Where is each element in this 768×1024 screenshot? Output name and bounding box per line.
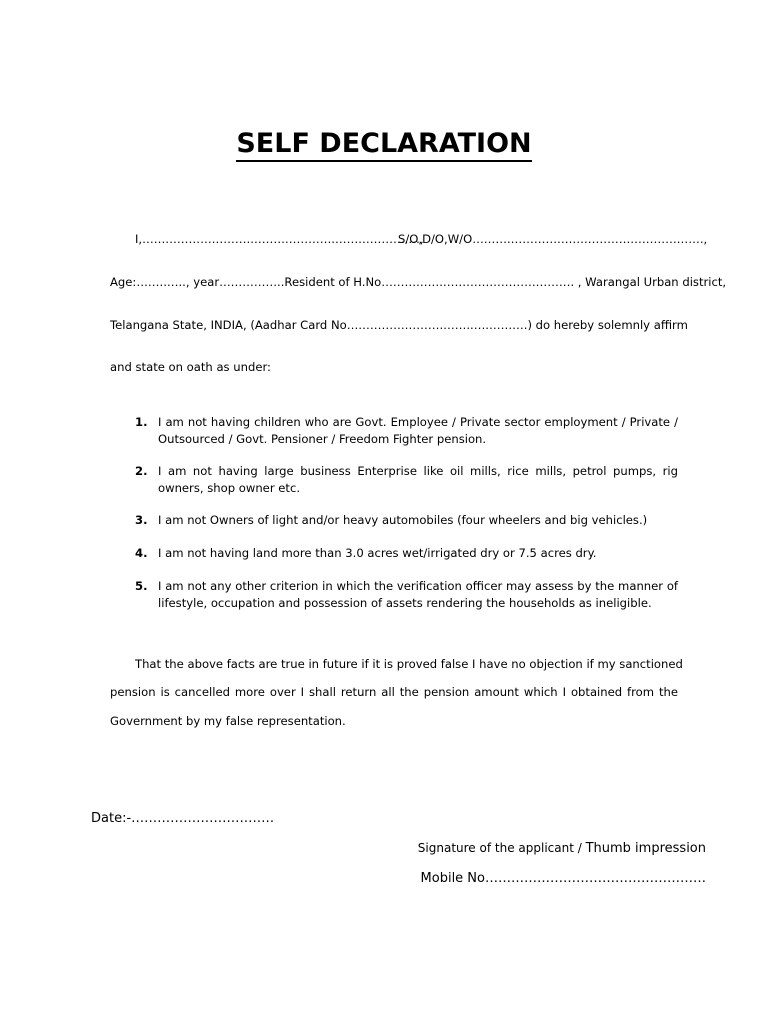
item-text: I am not having land more than 3.0 acres wet/irrigated dry or 7.5 acres dry. <box>158 546 597 560</box>
item-text: I am not Owners of light and/or heavy automobiles (four wheelers and big vehicles.) <box>158 513 648 527</box>
closing-line-3: Government by my false representation. <box>110 714 346 728</box>
item-text: I am not having children who are Govt. Employee / Private sector employment / Private / Outsourced / Govt. Pensioner / Freedom Fighter pension. <box>158 415 678 446</box>
declaration-item <box>135 414 678 448</box>
signature-text: Signature of the applicant / <box>417 841 586 855</box>
page-title <box>0 128 768 159</box>
signature-label <box>418 841 706 856</box>
title-text: SELF DECLARATION <box>236 128 531 162</box>
mobile-field: Mobile No…………………………………………… <box>420 871 706 886</box>
item-number: 5. <box>135 579 148 593</box>
item-number: 3. <box>135 513 148 527</box>
item-number: 2. <box>135 464 148 478</box>
intro-oath-line: and state on oath as under: <box>110 360 271 374</box>
item-text: I am not any other criterion in which the verification officer may assess by the manner of lifestyle, occupation and possession of assets rendering the households as ineligible. <box>158 579 678 610</box>
item-number: 1. <box>135 415 148 429</box>
declaration-item <box>135 545 678 562</box>
closing-line-1: That the above facts are true in future if it is proved false I have no objection if my sanctioned <box>135 657 683 671</box>
intro-age-line: Age:……..….., year……………..Resident of H.No…………….……………………………. , Warangal Urban district, <box>110 275 727 289</box>
declaration-item <box>135 463 678 497</box>
declaration-item <box>135 512 678 529</box>
thumb-impression-text: Thumb impression <box>585 841 706 856</box>
declaration-item <box>135 578 678 612</box>
intro-name-field: I,……………………….………………….…………………., <box>135 232 424 246</box>
intro-aadhar-line: Telangana State, INDIA, (Aadhar Card No…………………….……..….……….) do hereby solemnly affirm <box>110 318 688 332</box>
date-field: Date:-…………………………… <box>91 811 275 826</box>
intro-relation-field: S/O,D/O,W/O……….…………….……………………………., <box>398 232 708 246</box>
closing-line-2: pension is cancelled more over I shall return all the pension amount which I obtained from the <box>110 685 678 699</box>
item-text: I am not having large business Enterprise like oil mills, rice mills, petrol pumps, rig owners, shop owner etc. <box>158 464 678 495</box>
item-number: 4. <box>135 546 148 560</box>
